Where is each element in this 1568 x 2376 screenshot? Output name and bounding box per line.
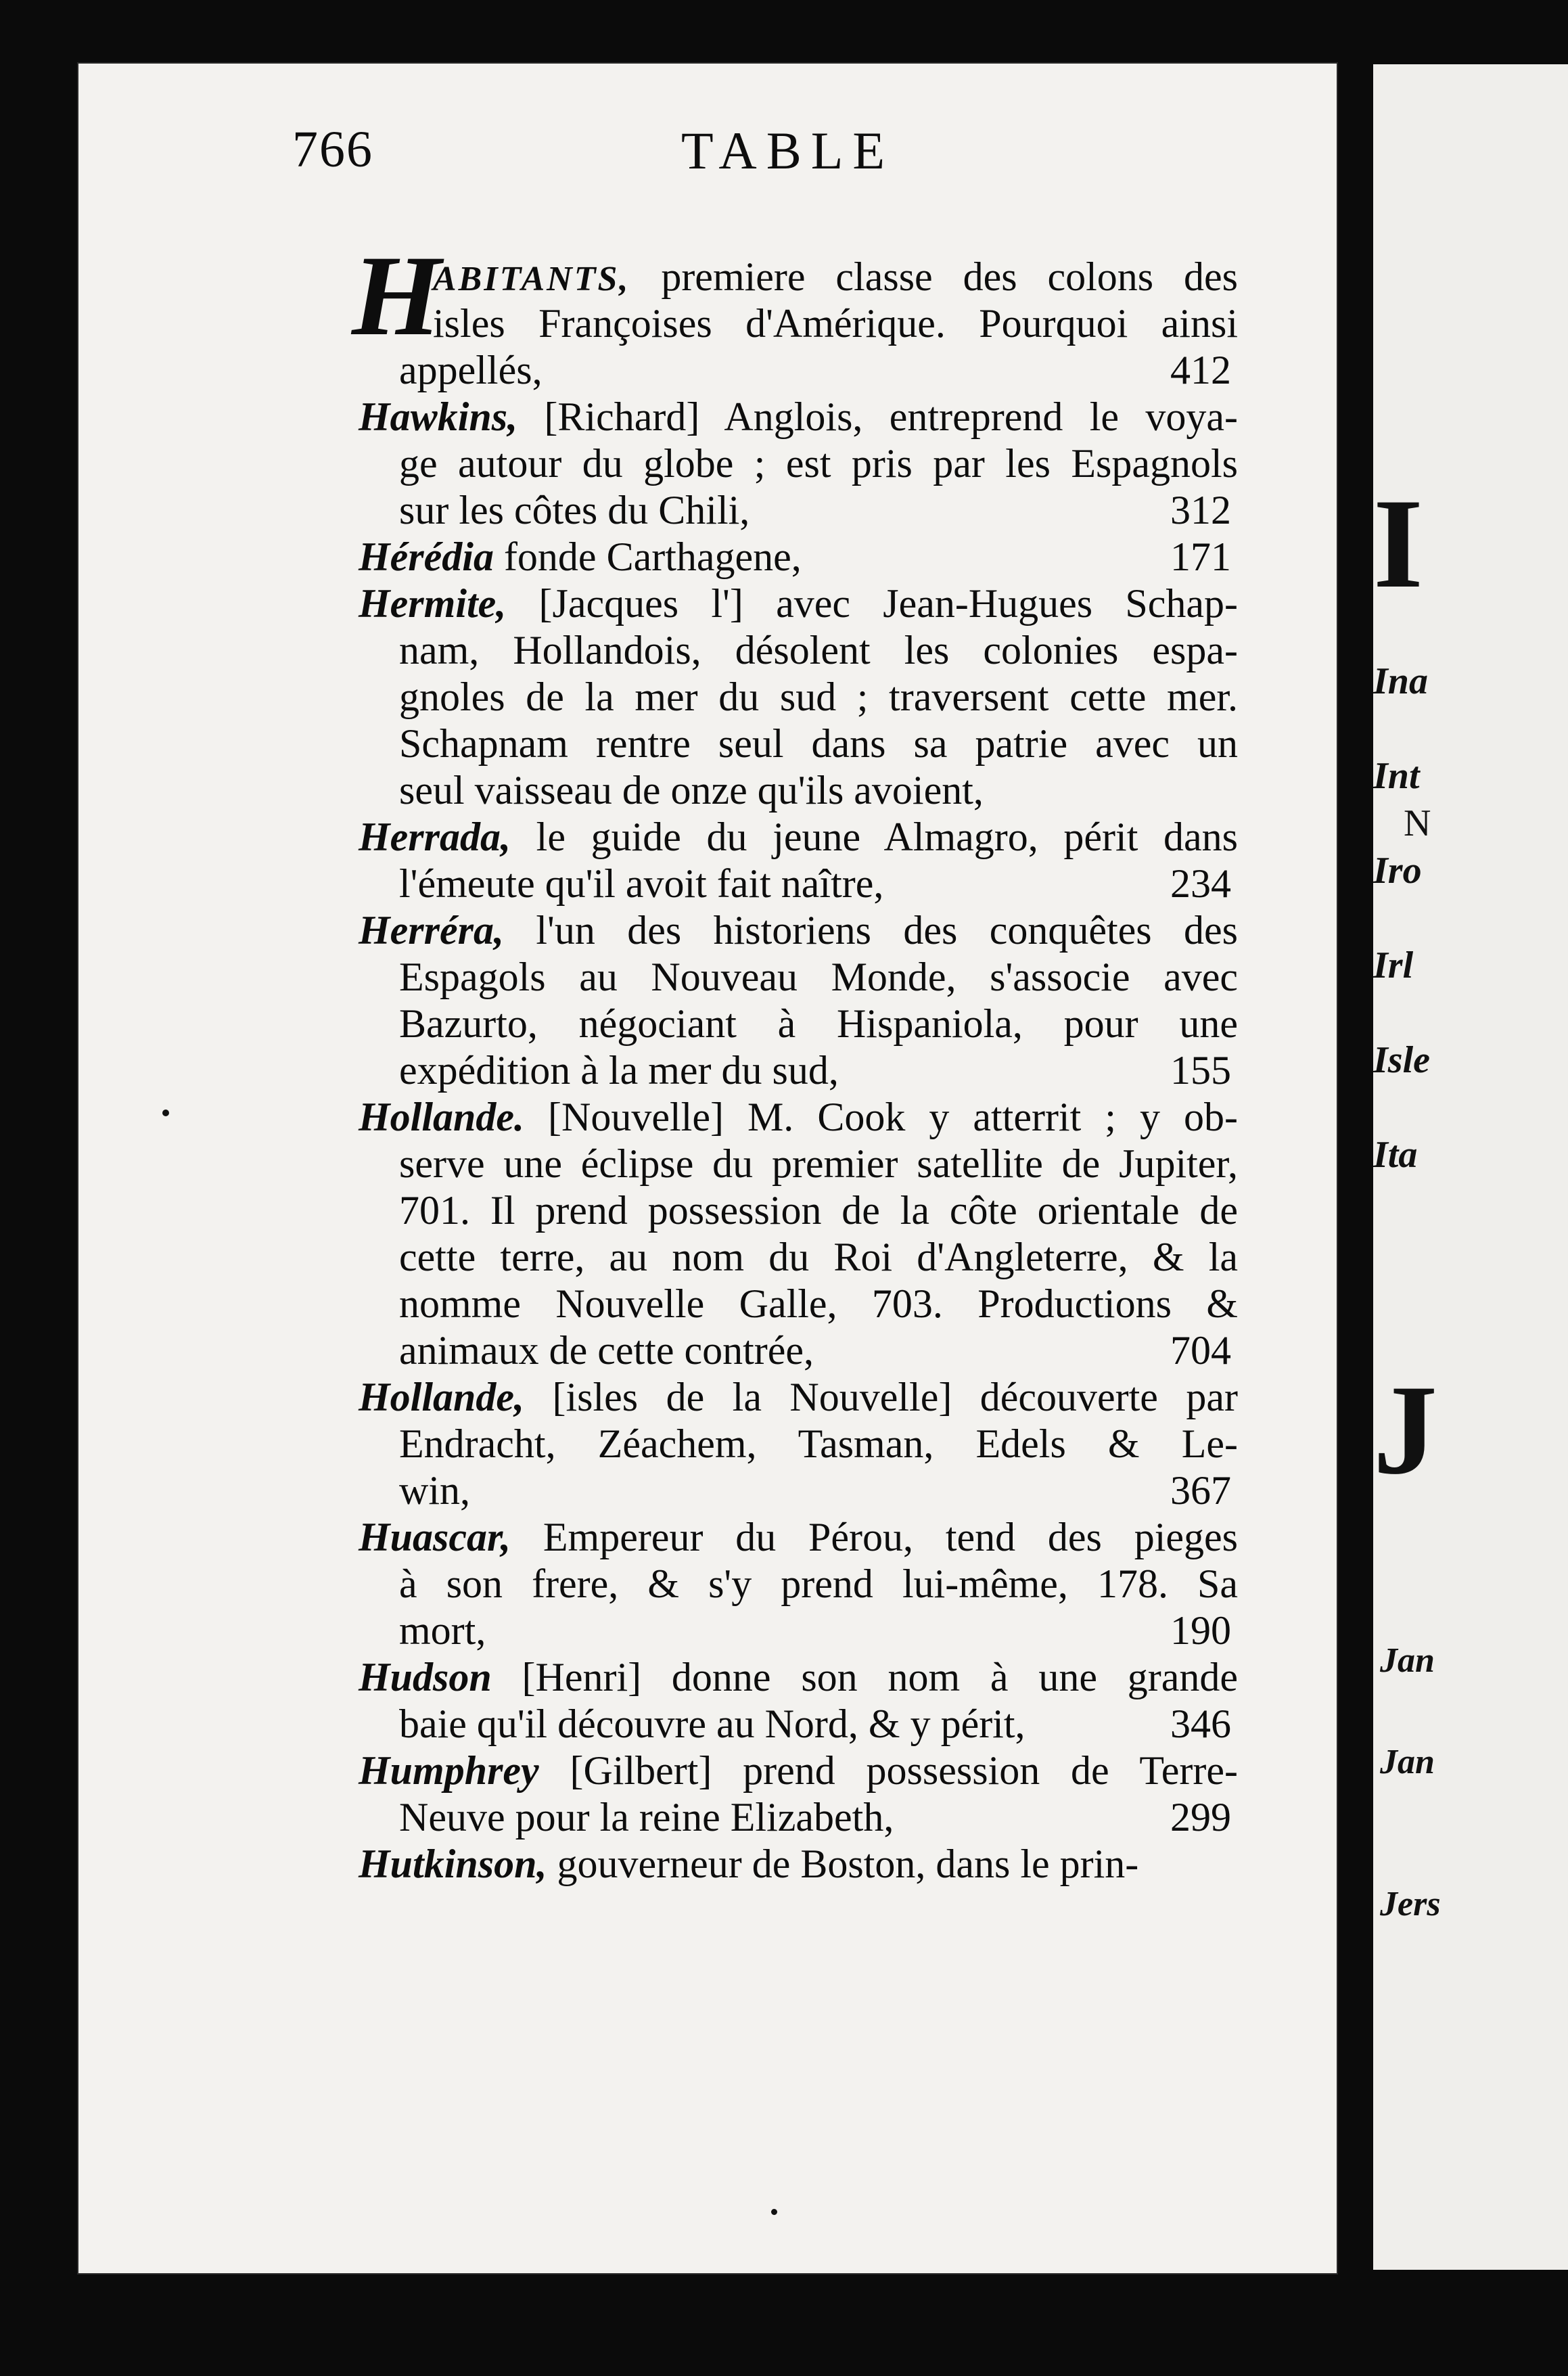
entry-text: [Jacques l'] avec Jean-Hugues Schap- — [538, 581, 1238, 626]
index-line — [359, 954, 1238, 1001]
page-number: 766 — [292, 121, 373, 178]
index-entry — [359, 814, 1238, 907]
entry-headword: Herréra, — [359, 908, 536, 953]
entry-text: Neuve pour la reine Elizabeth, — [399, 1795, 894, 1840]
index-text — [352, 232, 1239, 1888]
index-line — [359, 580, 1238, 627]
entry-text: gouverneur de Boston, dans le prin- — [557, 1842, 1139, 1886]
right-page-fragment: Ita — [1373, 1134, 1418, 1176]
ink-speck — [771, 2209, 777, 2215]
index-line — [359, 1514, 1238, 1561]
entry-text: baie qu'il découvre au Nord, & y périt, — [399, 1701, 1025, 1746]
page-reference: 234 — [1170, 861, 1231, 906]
entry-text: [Gilbert] prend possession de Terre- — [570, 1748, 1238, 1793]
index-line — [359, 487, 1238, 534]
index-line — [359, 1841, 1238, 1888]
index-line — [359, 1374, 1238, 1421]
drop-cap: H — [352, 232, 442, 359]
entry-text: l'émeute qu'il avoit fait naître, — [399, 861, 884, 906]
page-reference: 299 — [1170, 1795, 1231, 1840]
entry-headword: Hermite, — [359, 581, 539, 626]
index-line — [359, 394, 1238, 440]
index-entry — [359, 534, 1238, 580]
page-reference: 171 — [1170, 534, 1231, 579]
ink-speck — [162, 1110, 169, 1116]
page-reference: 190 — [1170, 1608, 1231, 1653]
page-reference: 312 — [1170, 488, 1231, 532]
page-reference: 367 — [1170, 1468, 1231, 1513]
entry-text: [isles de la Nouvelle] découverte par — [552, 1375, 1239, 1419]
entry-text: [Henri] donne son nom à une grande — [522, 1655, 1238, 1699]
right-page-fragment: Int — [1373, 755, 1420, 797]
entry-text: win, — [399, 1468, 470, 1513]
index-entry — [359, 1841, 1238, 1888]
entry-text: fonde Carthagene, — [503, 534, 802, 579]
entry-text: le guide du jeune Almagro, périt dans — [536, 815, 1239, 859]
index-line — [359, 1701, 1238, 1747]
running-title: TABLE — [681, 121, 895, 180]
page-reference: 412 — [1170, 348, 1231, 392]
right-page-fragment: Irl — [1373, 944, 1414, 986]
entry-text: nam, Hollandois, désolent les colonies espa- — [399, 628, 1238, 672]
right-page — [1373, 64, 1568, 2270]
index-line — [359, 1094, 1238, 1141]
entry-headword: Huascar, — [359, 1515, 543, 1559]
index-line — [359, 1794, 1238, 1841]
entry-text: 701. Il prend possession de la côte orientale de — [399, 1188, 1238, 1233]
entry-text: cette terre, au nom du Roi d'Angleterre, & la — [399, 1235, 1238, 1279]
index-entry — [359, 580, 1238, 814]
index-line — [359, 1561, 1238, 1607]
index-line — [359, 300, 1238, 347]
entry-text: Empereur du Pérou, tend des pieges — [543, 1515, 1238, 1559]
entry-text: ge autour du globe ; est pris par les Espagnols — [399, 441, 1238, 486]
index-line — [359, 1047, 1238, 1094]
index-line — [359, 1281, 1238, 1327]
index-line — [359, 1187, 1238, 1234]
index-line — [359, 1327, 1238, 1374]
page-reference: 346 — [1170, 1701, 1231, 1746]
entry-headword: Hawkins, — [359, 394, 545, 439]
entry-text: [Nouvelle] M. Cook y atterrit ; y ob- — [548, 1095, 1238, 1139]
index-line — [359, 627, 1238, 674]
right-page-fragment: Isle — [1373, 1039, 1430, 1081]
entry-text: isles Françoises d'Amérique. Pourquoi ainsi — [433, 301, 1238, 346]
index-line — [359, 767, 1238, 814]
index-line — [359, 1654, 1238, 1701]
index-entry — [359, 1514, 1238, 1654]
index-entry — [359, 1094, 1238, 1374]
entry-headword: ABITANTS, — [433, 260, 662, 298]
entry-headword: Hérédia — [359, 534, 504, 579]
entry-text: gnoles de la mer du sud ; traversent cette mer. — [399, 675, 1238, 719]
page-reference: 155 — [1170, 1048, 1231, 1093]
page-reference: 704 — [1170, 1328, 1231, 1373]
index-line — [359, 814, 1238, 861]
index-line — [359, 861, 1238, 907]
entry-text: Espagols au Nouveau Monde, s'associe avec — [399, 955, 1238, 999]
index-line — [359, 440, 1238, 487]
entry-text: animaux de cette contrée, — [399, 1328, 814, 1373]
index-entry — [359, 394, 1238, 534]
index-line — [359, 907, 1238, 954]
index-entry — [359, 1654, 1238, 1747]
entry-headword: Hollande, — [359, 1375, 553, 1419]
entry-headword: Herrada, — [359, 815, 536, 859]
right-page-fragment: Ina — [1373, 660, 1428, 702]
entry-text: à son frere, & s'y prend lui-même, 178. Sa — [399, 1561, 1238, 1606]
entry-headword: Hollande. — [359, 1095, 549, 1139]
index-line — [359, 1467, 1238, 1514]
right-page-fragment: I — [1373, 473, 1423, 615]
entry-text: appellés, — [399, 348, 543, 392]
entry-headword: Humphrey — [359, 1748, 570, 1793]
index-entry — [359, 907, 1238, 1094]
entry-text: expédition à la mer du sud, — [399, 1048, 839, 1093]
entry-text: [Richard] Anglois, entreprend le voya- — [544, 394, 1238, 439]
index-line — [359, 1421, 1238, 1467]
index-line — [359, 1141, 1238, 1187]
entry-text: premiere classe des colons des — [661, 254, 1238, 299]
index-line — [359, 347, 1238, 394]
index-line — [359, 1234, 1238, 1281]
right-page-fragment: Jan — [1380, 1641, 1435, 1680]
entry-text: serve une éclipse du premier satellite de Jupiter, — [399, 1141, 1238, 1186]
index-line — [359, 1607, 1238, 1654]
index-line — [359, 721, 1238, 767]
index-line — [359, 1747, 1238, 1794]
right-page-fragment: Jers — [1380, 1885, 1441, 1923]
entry-text: seul vaisseau de onze qu'ils avoient, — [399, 768, 984, 813]
index-line — [359, 674, 1238, 721]
entry-text: Bazurto, négociant à Hispaniola, pour une — [399, 1001, 1238, 1046]
index-entry — [359, 1374, 1238, 1514]
index-line — [359, 534, 1238, 580]
index-line — [359, 1001, 1238, 1047]
entry-headword: Hutkinson, — [359, 1842, 557, 1886]
entry-text: Endracht, Zéachem, Tasman, Edels & Le- — [399, 1421, 1238, 1466]
entry-text: Schapnam rentre seul dans sa patrie avec un — [399, 721, 1238, 766]
right-page-fragment: J — [1373, 1359, 1437, 1501]
right-page-fragment: Jan — [1380, 1743, 1435, 1781]
page-header — [292, 120, 1239, 202]
index-entry — [352, 232, 1238, 394]
right-page-fragment: Iro — [1373, 850, 1422, 892]
entry-text: nomme Nouvelle Galle, 703. Productions & — [399, 1281, 1238, 1326]
entry-text: l'un des historiens des conquêtes des — [536, 908, 1238, 953]
right-page-fragment: N — [1404, 802, 1431, 844]
entry-headword: Hudson — [359, 1655, 522, 1699]
entry-text: sur les côtes du Chili, — [399, 488, 750, 532]
index-entry — [359, 1747, 1238, 1841]
entry-text: mort, — [399, 1608, 486, 1653]
